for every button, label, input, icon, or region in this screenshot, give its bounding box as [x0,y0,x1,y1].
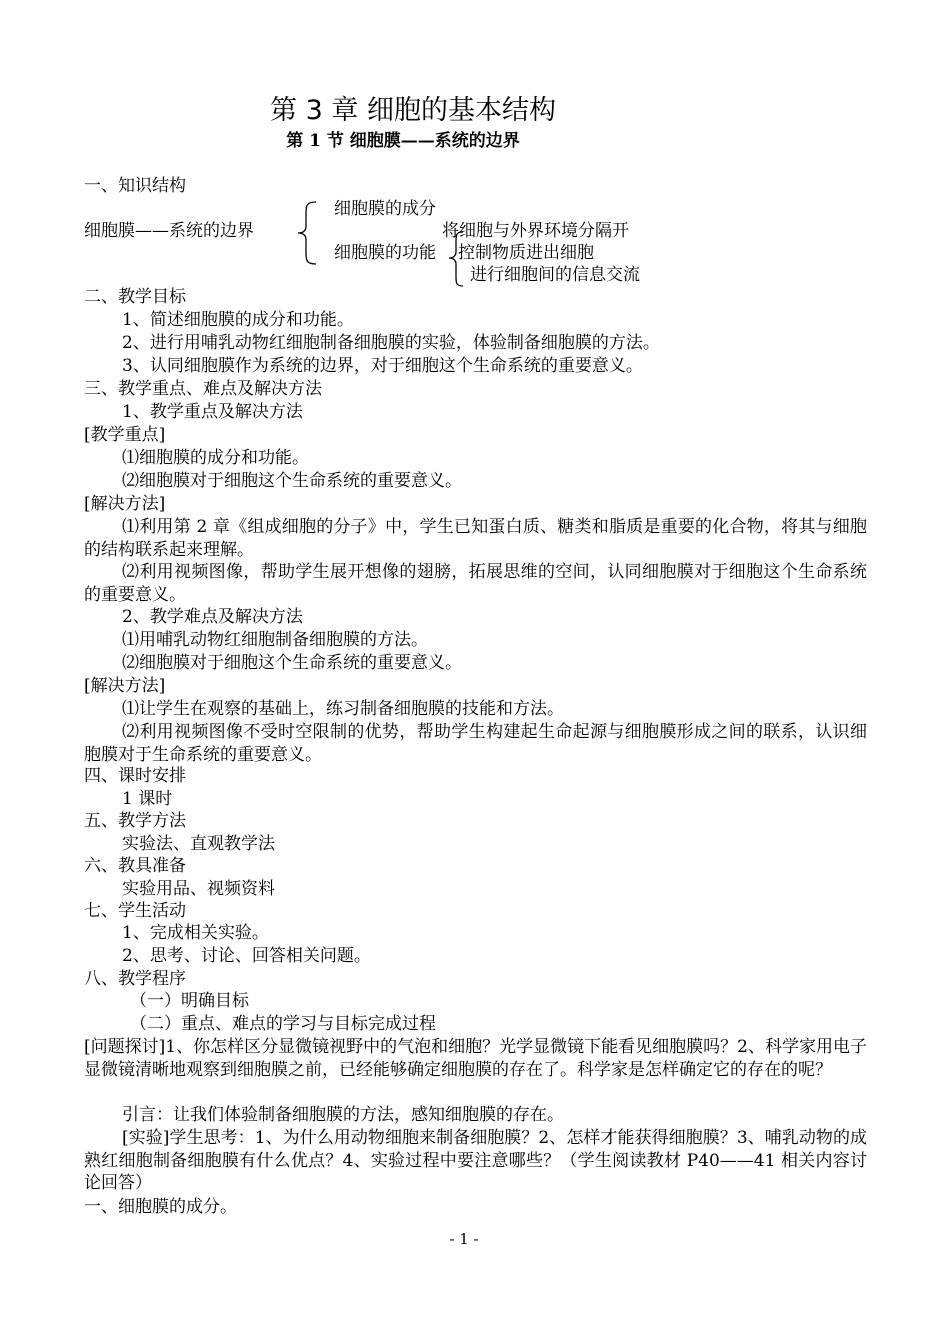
methods-value: 实验法、直观教学法 [122,834,275,854]
goal-item-2: 2、进行用哺乳动物红细胞制备细胞膜的实验，体验制备细胞膜的方法。 [122,333,660,353]
function-item-1: 将细胞与外界环境分隔开 [442,221,629,241]
method2-item-2: ⑵利用视频图像不受时空限制的优势，帮助学生构建起生命起源与细胞膜形成之间的联系，认识细胞膜对于生命系统的重要意义。 [84,722,867,765]
procedure-step-1: （一）明确目标 [130,991,249,1011]
method2-item-1: ⑴让学生在观察的基础上，练习制备细胞膜的技能和方法。 [122,699,564,719]
question-paragraph: [问题探讨]1、你怎样区分显微镜视野中的气泡和细胞？光学显微镜下能看见细胞膜吗？2、科学家用电子显微镜清晰地观察到细胞膜之前，已经能够确定细胞膜的存在了。科学家是怎样确定它的存在的呢？ [84,1037,867,1080]
focus-item-2: ⑵细胞膜对于细胞这个生命系统的重要意义。 [122,471,462,491]
key-points-sub2: 2、教学难点及解决方法 [122,607,303,627]
method-item-1: ⑴利用第 2 章《组成细胞的分子》中，学生已知蛋白质、糖类和脂质是重要的化合物，将其与细胞的结构联系起来理解。 [84,517,867,560]
schedule-heading: 四、课时安排 [84,766,186,786]
tools-value: 实验用品、视频资料 [122,879,275,899]
key-points-sub1: 1、教学重点及解决方法 [122,402,303,422]
activities-heading: 七、学生活动 [84,901,186,921]
left-brace-icon [296,200,322,266]
method-label: [解决方法] [84,494,166,514]
function-item-3: 进行细胞间的信息交流 [470,265,640,285]
last-line: 一、细胞膜的成分。 [84,1197,237,1217]
difficulty-item-2: ⑵细胞膜对于细胞这个生命系统的重要意义。 [122,653,462,673]
goals-heading: 二、教学目标 [84,287,186,307]
page-number: - 1 - [449,1230,479,1248]
procedure-step-2: （二）重点、难点的学习与目标完成过程 [130,1014,436,1034]
difficulty-item-1: ⑴用哺乳动物红细胞制备细胞膜的方法。 [122,630,428,650]
method-item-2: ⑵利用视频图像，帮助学生展开想像的翅膀，拓展思维的空间，认同细胞膜对于细胞这个生命系统的重要意义。 [84,562,867,605]
branch-function: 细胞膜的功能 [334,243,436,263]
goal-item-3: 3、认同细胞膜作为系统的边界，对于细胞这个生命系统的重要意义。 [122,356,643,376]
knowledge-root: 细胞膜——系统的边界 [84,221,254,241]
tools-heading: 六、教具准备 [84,856,186,876]
branch-composition: 细胞膜的成分 [334,199,436,219]
activity-item-1: 1、完成相关实验。 [122,923,269,943]
section-title: 第 1 节 细胞膜——系统的边界 [286,131,520,151]
experiment-paragraph: [实验]学生思考：1、为什么用动物细胞来制备细胞膜？2、怎样才能获得细胞膜？3、哺乳动物的成熟红细胞制备细胞膜有什么优点？4、实验过程中要注意哪些？（学生阅读教材 P40——41 相关内容讨论回答） [84,1128,867,1193]
intro-text: 引言：让我们体验制备细胞膜的方法，感知细胞膜的存在。 [122,1105,564,1125]
knowledge-heading: 一、知识结构 [84,176,186,196]
activity-item-2: 2、思考、讨论、回答相关问题。 [122,946,371,966]
function-item-2: 控制物质进出细胞 [458,243,594,263]
procedure-heading: 八、教学程序 [84,969,186,989]
schedule-value: 1 课时 [122,789,173,809]
methods-heading: 五、教学方法 [84,811,186,831]
key-points-heading: 三、教学重点、难点及解决方法 [84,379,322,399]
focus-label: [教学重点] [84,425,166,445]
goal-item-1: 1、简述细胞膜的成分和功能。 [122,310,354,330]
chapter-title: 第 3 章 细胞的基本结构 [270,95,556,126]
method2-label: [解决方法] [84,676,166,696]
focus-item-1: ⑴细胞膜的成分和功能。 [122,448,309,468]
